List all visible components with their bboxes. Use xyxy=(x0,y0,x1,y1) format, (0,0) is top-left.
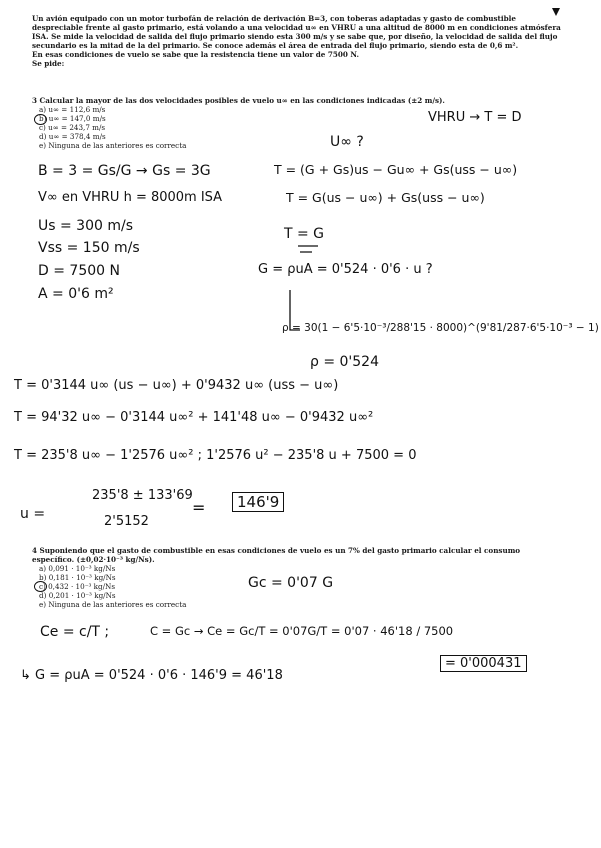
hw-uinf-question: U∞ ? xyxy=(330,134,364,150)
hw-mass-flow-def: G = ρuA = 0'524 · 0'6 · u ? xyxy=(258,262,433,277)
problem-paragraph-2: En esas condiciones de vuelo se sabe que la resistencia tiene un valor de 7500 N. xyxy=(32,50,359,59)
bracket-line xyxy=(290,290,300,330)
hw-density-calc: ρ = 30(1 − 6'5·10⁻³/288'15 · 8000)^(9'81/287·6'5·10⁻³ − 1) xyxy=(282,322,599,334)
question-3-option-a: a) u∞ = 112,6 m/s xyxy=(39,105,106,114)
hw-thrust-eq-2: T = G(us − u∞) + Gs(uss − u∞) xyxy=(286,190,485,205)
question-4-option-d: d) 0,201 · 10⁻³ kg/Ns xyxy=(39,591,116,600)
hw-bypass-ratio: B = 3 = Gs/G → Gs = 3G xyxy=(38,163,211,179)
hw-answer-q3-box: 146'9 xyxy=(232,492,284,512)
question-4-option-c: c) 0,432 · 10⁻³ kg/Ns xyxy=(39,582,116,591)
question-3-option-b: b) u∞ = 147,0 m/s xyxy=(39,114,106,123)
hw-t-equals-g: T = G xyxy=(284,226,325,242)
hw-thrust-line-b: T = 94'32 u∞ − 0'3144 u∞² + 141'48 u∞ − 0'9432 u∞² xyxy=(14,410,374,425)
question-4-option-a: a) 0,091 · 10⁻³ kg/Ns xyxy=(39,564,116,573)
hw-vhru-note: VHRU → T = D xyxy=(428,110,522,125)
hw-thrust-line-c: T = 235'8 u∞ − 1'2576 u∞² ; 1'2576 u² − 235'8 u + 7500 = 0 xyxy=(14,448,417,463)
hw-drag: D = 7500 N xyxy=(38,263,120,279)
underline-mark xyxy=(298,246,318,252)
hw-thrust-eq-1: T = (G + Gs)us − Gu∞ + Gs(uss − u∞) xyxy=(274,162,518,177)
hw-flight-conditions: V∞ en VHRU h = 8000m ISA xyxy=(38,190,223,205)
hw-secondary-exit-speed: Vss = 150 m/s xyxy=(38,240,140,256)
corner-mark xyxy=(552,8,560,16)
question-3-option-d: d) u∞ = 378,4 m/s xyxy=(39,132,106,141)
hw-thrust-line-a: T = 0'3144 u∞ (us − u∞) + 0'9432 u∞ (uss − u∞) xyxy=(14,378,339,393)
hw-quadratic-denominator: 2'5152 xyxy=(104,514,149,529)
hw-answer-q4-box: = 0'000431 xyxy=(440,655,527,672)
hw-specific-consumption-def: Ce = c/T ; xyxy=(40,624,110,640)
question-4-option-e: e) Ninguna de las anteriores es correcta xyxy=(39,600,187,609)
hw-specific-consumption-calc: C = Gc → Ce = Gc/T = 0'07G/T = 0'07 · 46'18 / 7500 xyxy=(150,624,454,638)
hw-area: A = 0'6 m² xyxy=(38,286,114,302)
question-4-option-b: b) 0,181 · 10⁻³ kg/Ns xyxy=(39,573,116,582)
question-3-option-e: e) Ninguna de las anteriores es correcta xyxy=(39,141,187,150)
hw-quadratic-lhs: u = xyxy=(20,506,46,522)
hw-fuel-flow: Gc = 0'07 G xyxy=(248,575,334,591)
hw-quadratic-equals: = xyxy=(192,498,206,517)
question-3-stem: 3 Calcular la mayor de las dos velocidades posibles de vuelo u∞ en las condiciones indicadas (±2 m/s). xyxy=(32,96,445,105)
problem-paragraph-1: Un avión equipado con un motor turbofán de relación de derivación B=3, con toberas adaptadas y gasto de combustible despreciable frente al gasto primario, está volando a una velocidad u∞ en VHRU a una altitud de 8000 m en condiciones atmósfera ISA. Se mide la velocidad de salida del flujo primario siendo esta 300 m/s y se sabe que, por diseño, la velocidad de salida del flujo secundario es la mitad de la del primario. Se conoce además el área de entrada del flujo primario, siendo esta de 0,6 m². xyxy=(32,14,561,50)
question-4-stem: 4 Suponiendo que el gasto de combustible en esas condiciones de vuelo es un 7% del gasto primario calcular el consumo específico. (±0,02·10⁻³ kg/Ns). xyxy=(32,546,521,564)
hw-primary-exit-speed: Us = 300 m/s xyxy=(38,218,133,234)
hw-quadratic-numerator: 235'8 ± 133'69 xyxy=(92,488,193,503)
question-3-option-c: c) u∞ = 243,7 m/s xyxy=(39,123,106,132)
problem-paragraph-3: Se pide: xyxy=(32,59,65,68)
hw-mass-flow-final: ↳ G = ρuA = 0'524 · 0'6 · 146'9 = 46'18 xyxy=(20,668,283,683)
hw-density-value: ρ = 0'524 xyxy=(310,354,379,370)
